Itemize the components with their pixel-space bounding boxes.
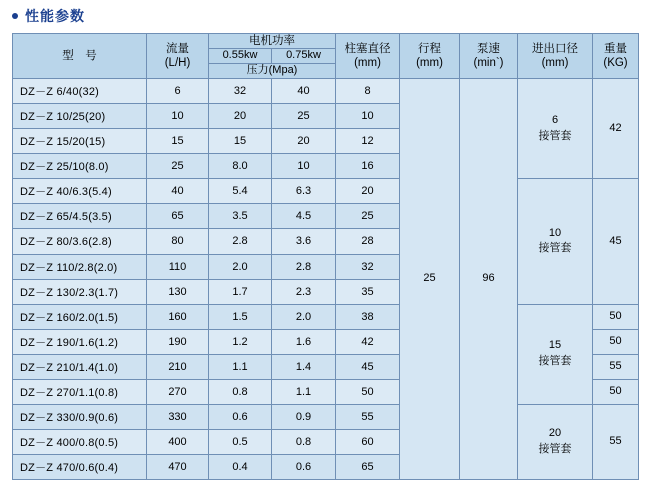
cell-flow: 130 [147, 279, 209, 304]
cell-model: DZ－Z 80/3.6(2.8) [13, 229, 147, 254]
cell-pressure-075: 0.9 [272, 405, 336, 430]
cell-pressure-075: 6.3 [272, 179, 336, 204]
cell-model: DZ－Z 65/4.5(3.5) [13, 204, 147, 229]
cell-flow: 15 [147, 129, 209, 154]
table-header [13, 34, 639, 79]
cell-flow: 10 [147, 103, 209, 128]
header-stroke [400, 34, 460, 79]
cell-model: DZ－Z 6/40(32) [13, 78, 147, 103]
cell-pressure-055: 15 [209, 129, 272, 154]
cell-port-line1: 15 [548, 339, 562, 352]
cell-weight: 55 [593, 405, 639, 480]
cell-flow: 65 [147, 204, 209, 229]
cell-weight: 42 [593, 78, 639, 178]
header-flow-line1: 流量 [166, 42, 189, 55]
cell-plunger: 55 [336, 405, 400, 430]
cell-pressure-055: 32 [209, 78, 272, 103]
cell-pressure-075: 10 [272, 154, 336, 179]
cell-port-line2: 接管套 [538, 355, 572, 368]
cell-pressure-055: 1.5 [209, 304, 272, 329]
header-row-1 [13, 34, 639, 49]
cell-model: DZ－Z 130/2.3(1.7) [13, 279, 147, 304]
header-weight [593, 34, 639, 79]
cell-weight: 55 [593, 354, 639, 379]
bullet-icon [12, 13, 18, 19]
cell-flow: 40 [147, 179, 209, 204]
cell-plunger: 65 [336, 455, 400, 480]
header-flow-line2: (L/H) [164, 56, 191, 69]
cell-plunger: 32 [336, 254, 400, 279]
cell-flow: 6 [147, 78, 209, 103]
cell-plunger: 10 [336, 103, 400, 128]
cell-pressure-075: 0.8 [272, 430, 336, 455]
cell-pressure-075: 3.6 [272, 229, 336, 254]
cell-flow: 470 [147, 455, 209, 480]
cell-plunger: 25 [336, 204, 400, 229]
cell-pressure-055: 3.5 [209, 204, 272, 229]
cell-plunger: 50 [336, 380, 400, 405]
cell-flow: 210 [147, 354, 209, 379]
table-row [13, 405, 639, 430]
cell-model: DZ－Z 190/1.6(1.2) [13, 329, 147, 354]
header-stroke-line2: (mm) [416, 56, 443, 69]
cell-flow: 80 [147, 229, 209, 254]
header-port-line2: (mm) [541, 56, 569, 69]
cell-pressure-075: 4.5 [272, 204, 336, 229]
cell-pressure-055: 0.4 [209, 455, 272, 480]
header-speed-line2: (min`) [473, 56, 504, 69]
cell-model: DZ－Z 210/1.4(1.0) [13, 354, 147, 379]
cell-pressure-055: 2.0 [209, 254, 272, 279]
cell-plunger: 45 [336, 354, 400, 379]
cell-plunger: 42 [336, 329, 400, 354]
cell-model: DZ－Z 330/0.9(0.6) [13, 405, 147, 430]
header-plunger-line1: 柱塞直径 [344, 42, 391, 55]
cell-port-line1: 20 [548, 427, 562, 440]
section-title [0, 0, 650, 33]
cell-model: DZ－Z 400/0.8(0.5) [13, 430, 147, 455]
cell-pressure-055: 0.8 [209, 380, 272, 405]
cell-pressure-055: 1.2 [209, 329, 272, 354]
cell-flow: 190 [147, 329, 209, 354]
cell-flow: 25 [147, 154, 209, 179]
cell-pressure-075: 1.1 [272, 380, 336, 405]
cell-plunger: 35 [336, 279, 400, 304]
cell-pump-speed: 96 [460, 78, 518, 480]
header-weight-line2: (KG) [603, 56, 628, 69]
cell-port-line2: 接管套 [538, 443, 572, 456]
cell-flow: 330 [147, 405, 209, 430]
cell-port [518, 304, 593, 404]
header-motor-055: 0.55kw [209, 49, 272, 64]
cell-port [518, 179, 593, 304]
cell-plunger: 60 [336, 430, 400, 455]
cell-port [518, 405, 593, 480]
header-model: 型 号 [13, 34, 147, 79]
cell-plunger: 8 [336, 78, 400, 103]
cell-model: DZ－Z 10/25(20) [13, 103, 147, 128]
header-plunger-diameter [336, 34, 400, 79]
cell-plunger: 16 [336, 154, 400, 179]
header-weight-line1: 重量 [604, 42, 627, 55]
cell-model: DZ－Z 15/20(15) [13, 129, 147, 154]
cell-flow: 110 [147, 254, 209, 279]
header-stroke-line1: 行程 [418, 42, 441, 55]
cell-flow: 160 [147, 304, 209, 329]
cell-plunger: 38 [336, 304, 400, 329]
cell-port [518, 78, 593, 178]
header-port-line1: 进出口径 [532, 42, 578, 55]
cell-pressure-055: 0.5 [209, 430, 272, 455]
cell-pressure-075: 2.0 [272, 304, 336, 329]
cell-pressure-075: 2.3 [272, 279, 336, 304]
table-body [13, 78, 639, 480]
cell-model: DZ－Z 25/10(8.0) [13, 154, 147, 179]
cell-model: DZ－Z 270/1.1(0.8) [13, 380, 147, 405]
cell-pressure-075: 2.8 [272, 254, 336, 279]
cell-port-line1: 10 [548, 226, 562, 239]
header-motor-075: 0.75kw [272, 49, 336, 64]
cell-port-line2: 接管套 [538, 242, 572, 255]
cell-pressure-055: 5.4 [209, 179, 272, 204]
header-motor-power: 电机功率 [209, 34, 336, 49]
cell-pressure-075: 40 [272, 78, 336, 103]
cell-pressure-075: 20 [272, 129, 336, 154]
cell-pressure-055: 1.1 [209, 354, 272, 379]
table-row [13, 179, 639, 204]
cell-pressure-055: 1.7 [209, 279, 272, 304]
cell-plunger: 20 [336, 179, 400, 204]
cell-pressure-055: 0.6 [209, 405, 272, 430]
cell-pressure-055: 20 [209, 103, 272, 128]
cell-model: DZ－Z 40/6.3(5.4) [13, 179, 147, 204]
header-flow [147, 34, 209, 79]
cell-weight: 50 [593, 329, 639, 354]
cell-pressure-055: 8.0 [209, 154, 272, 179]
cell-stroke: 25 [400, 78, 460, 480]
cell-pressure-075: 1.6 [272, 329, 336, 354]
header-plunger-line2: (mm) [354, 56, 381, 69]
table-row [13, 78, 639, 103]
cell-weight: 50 [593, 380, 639, 405]
cell-model: DZ－Z 160/2.0(1.5) [13, 304, 147, 329]
cell-plunger: 28 [336, 229, 400, 254]
page-title: 性能参数 [25, 8, 85, 24]
header-speed-line1: 泵速 [477, 42, 500, 55]
header-pump-speed [460, 34, 518, 79]
cell-port-line1: 6 [551, 113, 559, 126]
header-port-diameter [518, 34, 593, 79]
cell-model: DZ－Z 110/2.8(2.0) [13, 254, 147, 279]
table-row [13, 304, 639, 329]
cell-weight: 50 [593, 304, 639, 329]
cell-flow: 400 [147, 430, 209, 455]
cell-pressure-075: 0.6 [272, 455, 336, 480]
cell-pressure-075: 25 [272, 103, 336, 128]
cell-weight: 45 [593, 179, 639, 304]
cell-pressure-055: 2.8 [209, 229, 272, 254]
cell-flow: 270 [147, 380, 209, 405]
header-pressure: 压力(Mpa) [209, 64, 336, 79]
cell-port-line2: 接管套 [538, 129, 572, 142]
cell-plunger: 12 [336, 129, 400, 154]
cell-model: DZ－Z 470/0.6(0.4) [13, 455, 147, 480]
cell-pressure-075: 1.4 [272, 354, 336, 379]
performance-parameters-table [12, 33, 639, 480]
